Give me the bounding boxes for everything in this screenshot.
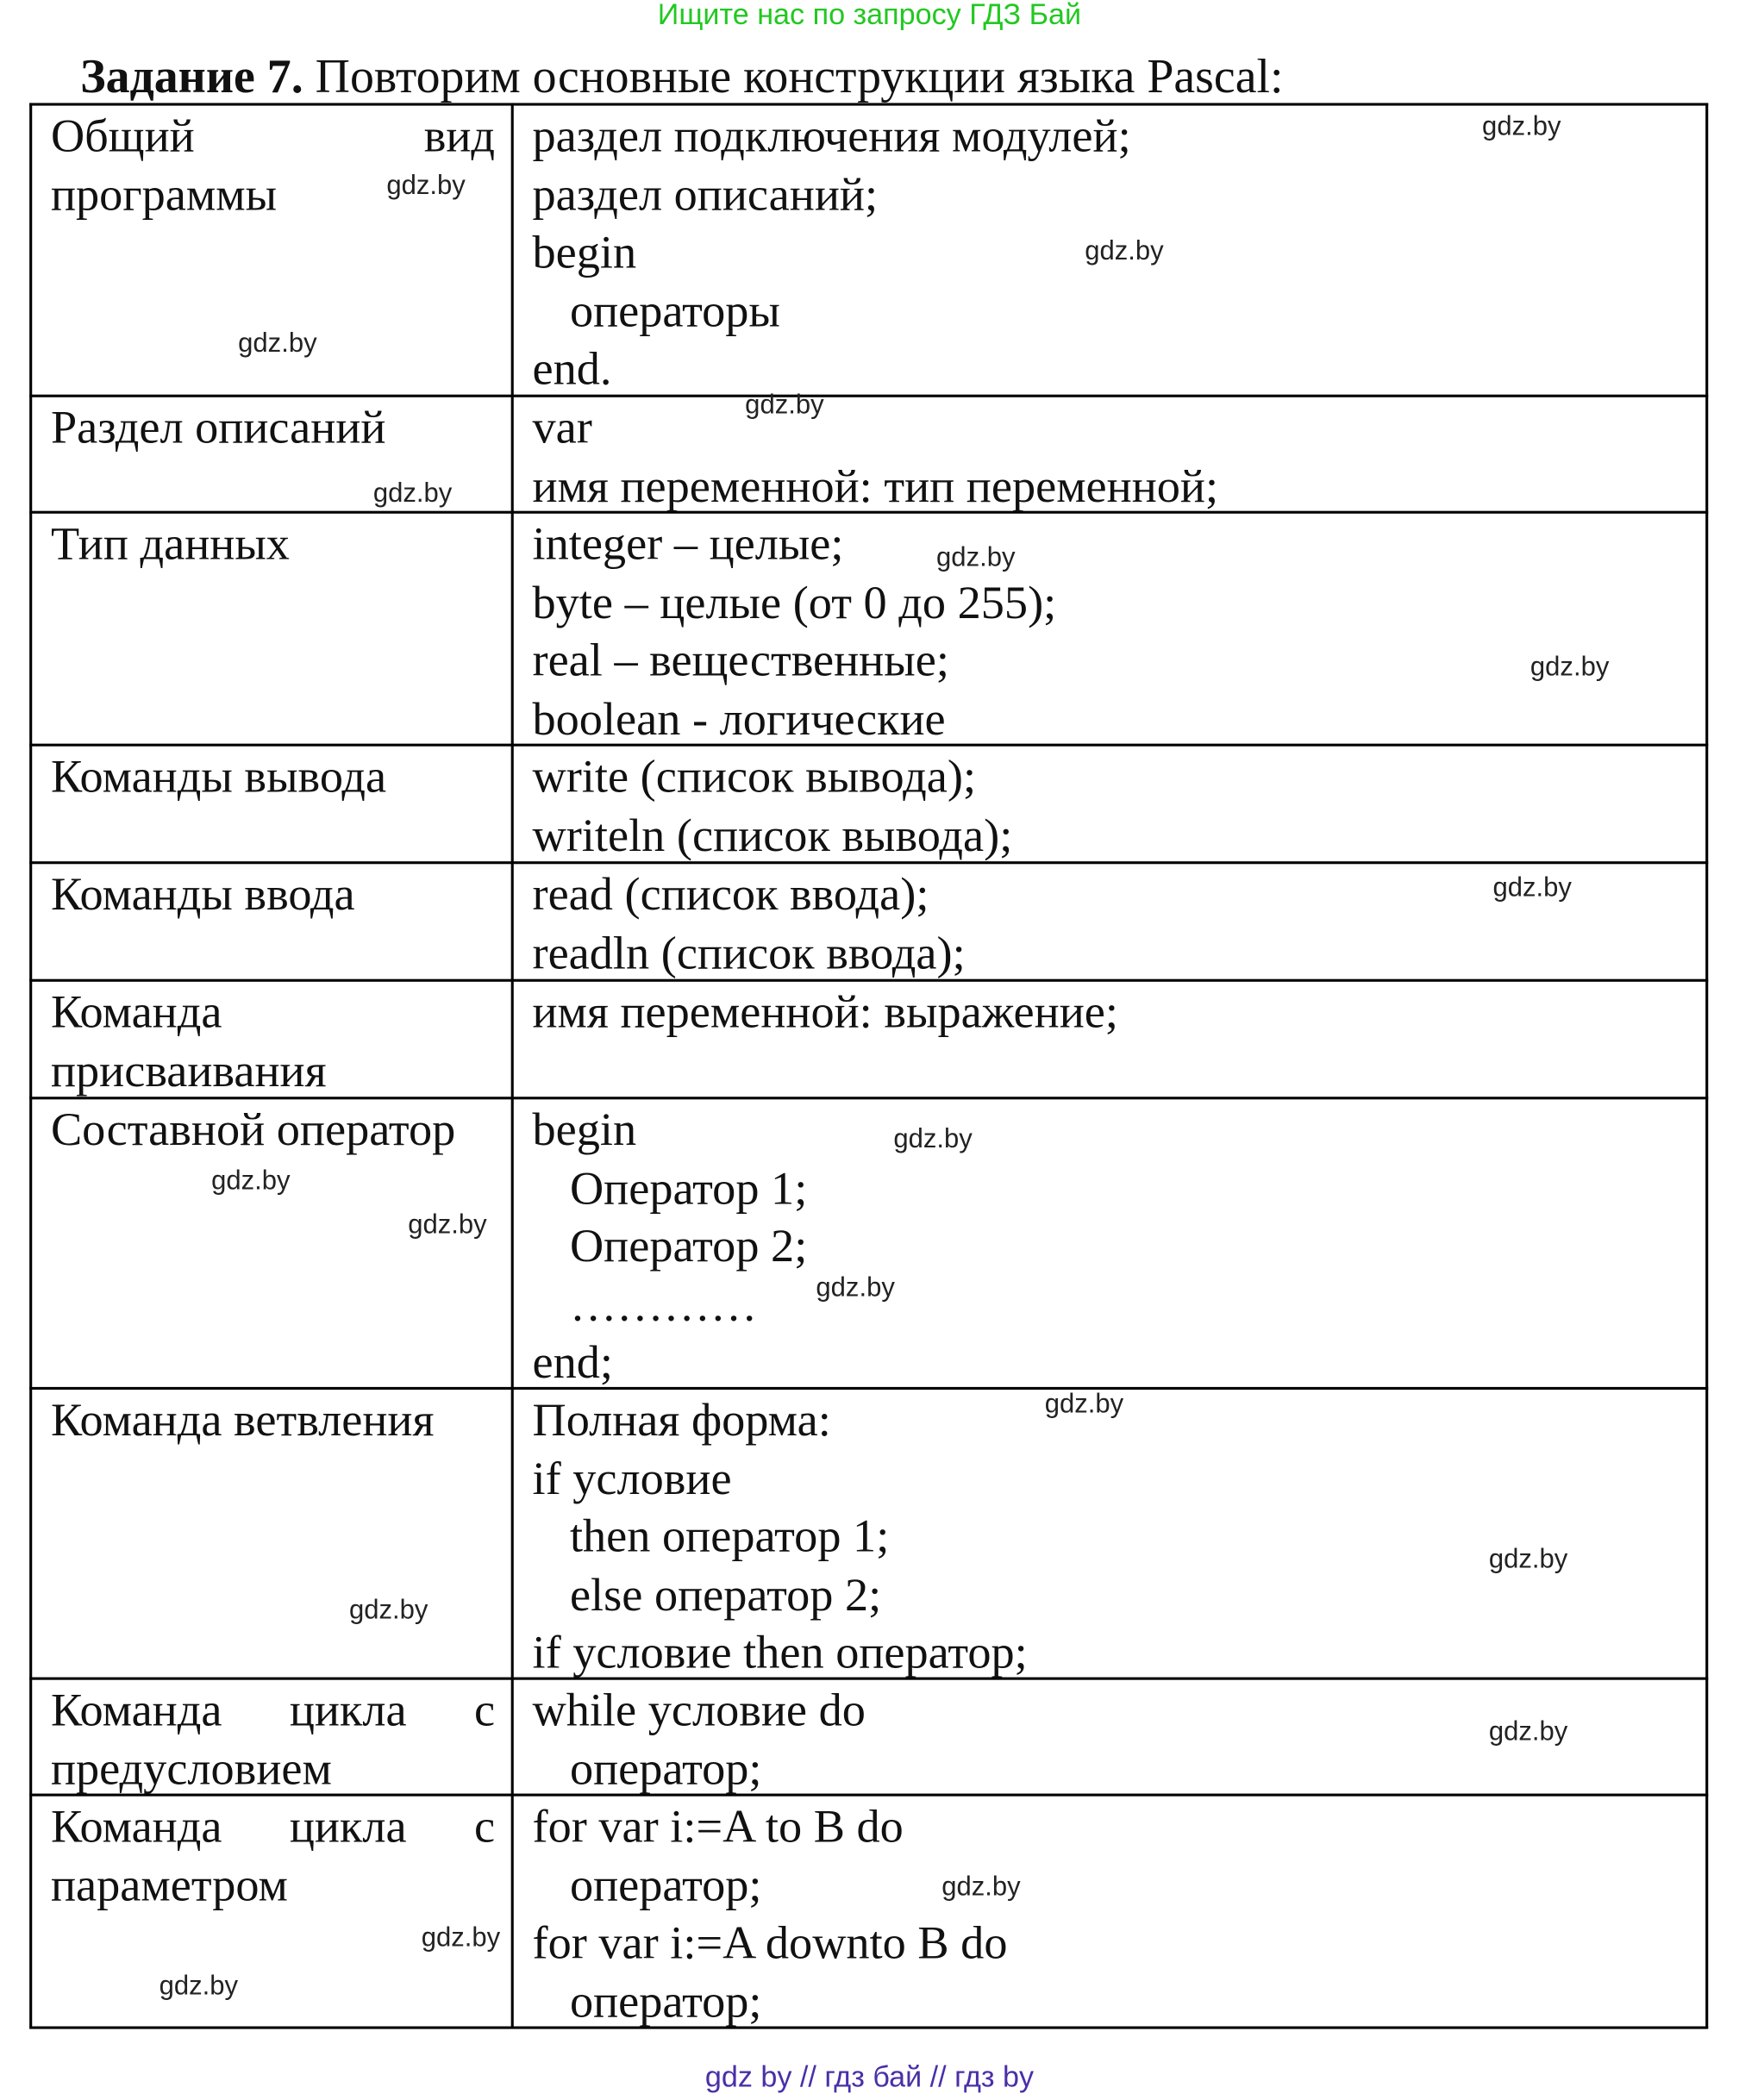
row-content: [532, 398, 1682, 515]
row-label: Команда цикла с параметром: [50, 1800, 496, 1911]
table-column-divider: [511, 103, 514, 2028]
watermark-text: gdz.by: [372, 478, 453, 509]
watermark-text: gdz.by: [1482, 112, 1561, 142]
row-label: Составной оператор: [50, 1103, 456, 1156]
code-line: имя переменной: выражение;: [532, 985, 1118, 1038]
task-number: Задание 7.: [80, 49, 303, 103]
row-content: [532, 1797, 1682, 2030]
table-row-divider: [29, 103, 1708, 105]
code-line: byte – целые (от 0 до 255);: [532, 575, 1057, 628]
footer-links: gdz by // гдз бай // гдз by: [704, 2059, 1035, 2094]
watermark-text: gdz.by: [421, 1923, 501, 1953]
task-text: Повторим основные конструкции языка Pascal:: [303, 49, 1284, 103]
watermark-text: gdz.by: [1085, 236, 1164, 266]
watermark-text: gdz.by: [941, 1872, 1021, 1903]
code-line: if условие: [532, 1452, 732, 1504]
code-line: …………: [569, 1278, 758, 1330]
watermark-text: gdz.by: [816, 1273, 895, 1303]
code-line: begin: [532, 226, 637, 278]
watermark-text: gdz.by: [1044, 1390, 1124, 1420]
code-line: оператор;: [569, 1741, 762, 1795]
code-line: var: [532, 401, 592, 453]
watermark-text: gdz.by: [1529, 653, 1610, 683]
code-line: if условие then оператор;: [532, 1626, 1028, 1679]
row-content: [532, 747, 1682, 864]
code-line: integer – целые;: [532, 517, 844, 570]
row-label: Команда присваивания: [50, 985, 327, 1097]
row-label: Команда ветвления: [50, 1393, 435, 1447]
code-line: имя переменной: тип переменной;: [532, 459, 1219, 512]
code-line: оператор;: [569, 1858, 762, 1911]
watermark-text: gdz.by: [936, 542, 1016, 573]
row-label: Команды вывода: [50, 750, 387, 803]
row-label: Общий вид программы: [50, 109, 496, 221]
watermark-text: gdz.by: [1488, 1717, 1568, 1747]
task-title: [80, 48, 1283, 104]
table-column-divider: [1705, 103, 1708, 2028]
row-content: [532, 983, 1682, 1041]
code-line: for var i:=A downto B do: [532, 1916, 1008, 1969]
code-line: boolean - логические: [532, 691, 946, 745]
watermark-text: gdz.by: [238, 328, 317, 359]
code-line: раздел подключения модулей;: [532, 109, 1131, 162]
search-hint-banner: Ищите нас по запросу ГДЗ Бай: [657, 0, 1082, 31]
code-line: Оператор 2;: [569, 1219, 808, 1272]
code-line: write (список вывода);: [532, 750, 977, 803]
row-label: Команда цикла с предусловием: [50, 1684, 496, 1795]
watermark-text: gdz.by: [1492, 873, 1572, 903]
code-line: end.: [532, 342, 612, 395]
code-line: real – вещественные;: [532, 634, 949, 686]
row-content: [532, 1101, 1682, 1391]
row-label: Раздел описаний: [50, 401, 386, 453]
code-line: end;: [532, 1335, 613, 1389]
code-line: else оператор 2;: [569, 1568, 882, 1621]
watermark-text: gdz.by: [159, 1971, 239, 2002]
row-content: [532, 515, 1682, 747]
watermark-text: gdz.by: [348, 1595, 428, 1626]
code-line: раздел описаний;: [532, 167, 879, 221]
code-line: while условие do: [532, 1684, 866, 1736]
code-line: for var i:=A to B do: [532, 1800, 904, 1853]
code-line: begin: [532, 1103, 637, 1156]
code-line: writeln (список вывода);: [532, 808, 1013, 861]
table-column-divider: [29, 103, 32, 2028]
code-line: Полная форма:: [532, 1393, 831, 1447]
watermark-text: gdz.by: [893, 1124, 973, 1154]
row-content: [532, 1391, 1682, 1682]
row-label: Тип данных: [50, 517, 290, 570]
code-line: then оператор 1;: [569, 1509, 890, 1563]
code-line: оператор;: [569, 1974, 762, 2028]
watermark-text: gdz.by: [386, 171, 466, 201]
watermark-text: gdz.by: [408, 1210, 487, 1241]
watermark-text: gdz.by: [211, 1166, 291, 1197]
code-line: readln (список ввода);: [532, 926, 966, 978]
code-line: Оператор 1;: [569, 1161, 808, 1214]
code-line: read (список ввода);: [532, 867, 929, 921]
code-line: операторы: [569, 284, 780, 337]
watermark-text: gdz.by: [1488, 1544, 1568, 1575]
watermark-text: gdz.by: [745, 391, 824, 421]
row-label: Команды ввода: [50, 867, 355, 921]
